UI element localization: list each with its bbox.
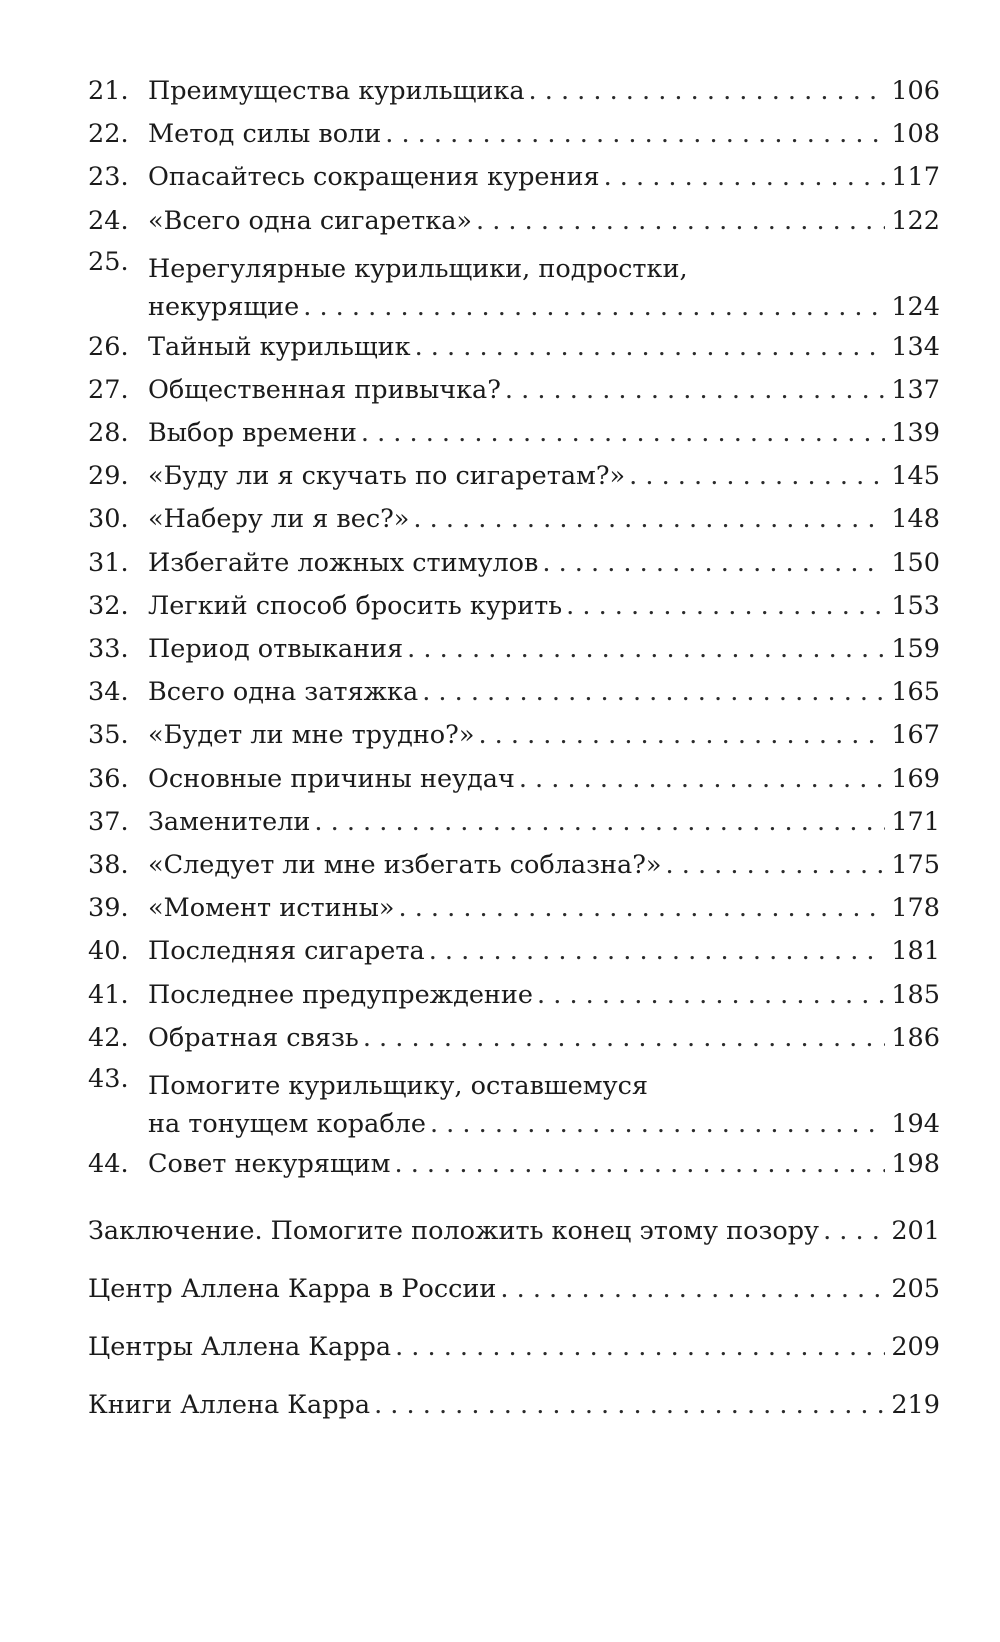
toc-entry-books[interactable] — [88, 1376, 940, 1434]
toc-entry[interactable] — [88, 455, 940, 498]
dot-leader — [604, 156, 886, 199]
toc-entry[interactable] — [88, 671, 940, 714]
toc-entry[interactable] — [88, 542, 940, 585]
back-matter-list — [88, 1202, 940, 1434]
page-number: 150 — [891, 547, 940, 578]
dot-leader — [476, 200, 885, 243]
chapter-number: 21. — [88, 75, 129, 106]
page-number: 209 — [891, 1332, 940, 1363]
page-number: 178 — [891, 893, 940, 924]
page-number: 106 — [891, 75, 940, 106]
toc-entry[interactable] — [88, 243, 940, 326]
chapter-title: Тайный курильщик — [148, 331, 411, 362]
page-number: 108 — [891, 119, 940, 150]
page-number: 148 — [891, 504, 940, 535]
toc-entry[interactable] — [88, 326, 940, 369]
chapter-title: Всего одна затяжка — [148, 677, 419, 708]
entry-title: Заключение. Помогите положить конец этому позору — [88, 1216, 820, 1247]
toc-entry[interactable] — [88, 801, 940, 844]
page-number: 122 — [891, 205, 940, 236]
chapter-title: «Наберу ли я вес?» — [148, 504, 410, 535]
toc-entry[interactable] — [88, 412, 940, 455]
chapter-number: 33. — [88, 634, 129, 665]
page-number: 171 — [891, 806, 940, 837]
chapter-number: 37. — [88, 806, 129, 837]
entry-title: Книги Аллена Карра — [88, 1390, 371, 1421]
dot-leader — [666, 844, 886, 887]
chapter-number: 26. — [88, 331, 129, 362]
chapter-number: 41. — [88, 979, 129, 1010]
chapter-number: 35. — [88, 720, 129, 751]
toc-entry[interactable] — [88, 200, 940, 243]
toc-entry[interactable] — [88, 758, 940, 801]
dot-leader — [429, 930, 886, 973]
dot-leader — [385, 113, 885, 156]
chapter-number: 42. — [88, 1022, 129, 1053]
chapter-title: «Всего одна сигаретка» — [148, 205, 472, 236]
page-number: 145 — [891, 461, 940, 492]
chapter-number: 27. — [88, 374, 129, 405]
chapter-title: «Момент истины» — [148, 893, 395, 924]
toc-entry[interactable] — [88, 1017, 940, 1060]
page-number: 175 — [891, 849, 940, 880]
chapter-number: 32. — [88, 590, 129, 621]
dot-leader — [407, 628, 885, 671]
chapter-title: Преимущества курильщика — [148, 75, 525, 106]
chapter-number: 38. — [88, 849, 129, 880]
chapter-title: Метод силы воли — [148, 119, 382, 150]
page-number: 201 — [891, 1216, 940, 1247]
dot-leader — [478, 714, 885, 757]
page-number: 159 — [891, 634, 940, 665]
dot-leader — [413, 498, 885, 541]
chapter-number: 30. — [88, 504, 129, 535]
chapter-number: 34. — [88, 677, 129, 708]
dot-leader — [566, 585, 885, 628]
page-number: 165 — [891, 677, 940, 708]
toc-entry[interactable] — [88, 974, 940, 1017]
toc-entry[interactable] — [88, 1143, 940, 1186]
page-number: 139 — [891, 418, 940, 449]
toc-entry[interactable] — [88, 1060, 940, 1143]
page-number: 167 — [891, 720, 940, 751]
page-number: 186 — [891, 1022, 940, 1053]
chapter-title: Избегайте ложных стимулов — [148, 547, 539, 578]
dot-leader — [415, 326, 886, 369]
chapter-title: Выбор времени — [148, 418, 357, 449]
chapter-title: Заменители — [148, 806, 311, 837]
table-of-contents — [88, 70, 940, 1434]
dot-leader — [314, 801, 885, 844]
chapter-number: 44. — [88, 1148, 129, 1179]
toc-entry[interactable] — [88, 628, 940, 671]
page-number: 153 — [891, 590, 940, 621]
page-number: 198 — [891, 1148, 940, 1179]
chapter-number: 39. — [88, 893, 129, 924]
page-number: 181 — [891, 936, 940, 967]
chapter-title: Легкий способ бросить курить — [148, 590, 563, 621]
page-number: 134 — [891, 331, 940, 362]
page-number: 117 — [891, 162, 940, 193]
chapter-title: Последняя сигарета — [148, 936, 425, 967]
toc-entry[interactable] — [88, 930, 940, 973]
chapter-number: 28. — [88, 418, 129, 449]
page-number: 219 — [891, 1390, 940, 1421]
page-number: 205 — [891, 1274, 940, 1305]
page-number: 124 — [891, 291, 940, 322]
chapter-title: Опасайтесь сокращения курения — [148, 162, 600, 193]
dot-leader — [542, 542, 885, 585]
entry-title: Центр Аллена Карра в России — [88, 1274, 497, 1305]
dot-leader — [629, 455, 885, 498]
page-number: 137 — [891, 374, 940, 405]
chapter-number: 29. — [88, 461, 129, 492]
chapter-title-line1: Помогите курильщику, оставшемуся — [148, 1070, 648, 1101]
toc-entry[interactable] — [88, 113, 940, 156]
dot-leader — [519, 758, 886, 801]
dot-leader — [361, 412, 885, 455]
chapter-number: 22. — [88, 119, 129, 150]
chapter-title-line1: Нерегулярные курильщики, подростки, — [148, 253, 688, 284]
entry-title: Центры Аллена Карра — [88, 1332, 392, 1363]
page-number: 185 — [891, 979, 940, 1010]
chapter-title-line2: на тонущем корабле — [148, 1108, 426, 1139]
chapter-title: Общественная привычка? — [148, 374, 501, 405]
dot-leader — [303, 288, 885, 326]
chapter-title: Основные причины неудач — [148, 763, 515, 794]
dot-leader — [398, 887, 885, 930]
dot-leader — [430, 1105, 885, 1143]
page-number: 169 — [891, 763, 940, 794]
chapter-title: «Буду ли я скучать по сигаретам?» — [148, 461, 626, 492]
toc-entry[interactable] — [88, 156, 940, 199]
dot-leader — [505, 369, 885, 412]
dot-leader — [823, 1202, 885, 1260]
dot-leader — [500, 1260, 885, 1318]
chapter-number: 31. — [88, 547, 129, 578]
toc-entry[interactable] — [88, 369, 940, 412]
chapter-title-line2: некурящие — [148, 291, 300, 322]
chapter-number: 23. — [88, 162, 129, 193]
toc-entry[interactable] — [88, 844, 940, 887]
dot-leader — [374, 1376, 885, 1434]
toc-entry[interactable] — [88, 714, 940, 757]
chapter-title: Обратная связь — [148, 1022, 359, 1053]
chapter-title: «Следует ли мне избегать соблазна?» — [148, 849, 662, 880]
chapter-title: «Будет ли мне трудно?» — [148, 720, 475, 751]
dot-leader — [363, 1017, 886, 1060]
dot-leader — [395, 1318, 885, 1376]
chapter-title: Совет некурящим — [148, 1148, 391, 1179]
dot-leader — [529, 70, 886, 113]
page-number: 194 — [891, 1108, 940, 1139]
toc-entry-conclusion[interactable] — [88, 1202, 940, 1260]
dot-leader — [422, 671, 885, 714]
chapter-title: Период отвыкания — [148, 634, 404, 665]
chapter-title: Последнее предупреждение — [148, 979, 534, 1010]
dot-leader — [537, 974, 885, 1017]
chapter-number: 24. — [88, 205, 129, 236]
toc-entry[interactable] — [88, 585, 940, 628]
dot-leader — [395, 1143, 886, 1186]
toc-entry[interactable] — [88, 499, 940, 542]
toc-entry-center-russia[interactable] — [88, 1260, 940, 1318]
toc-entry[interactable] — [88, 70, 940, 113]
toc-entry[interactable] — [88, 887, 940, 930]
chapter-list — [88, 70, 940, 1186]
chapter-number: 36. — [88, 763, 129, 794]
toc-entry-centers[interactable] — [88, 1318, 940, 1376]
chapter-number: 25. — [88, 246, 129, 277]
chapter-number: 43. — [88, 1063, 129, 1094]
chapter-number: 40. — [88, 936, 129, 967]
